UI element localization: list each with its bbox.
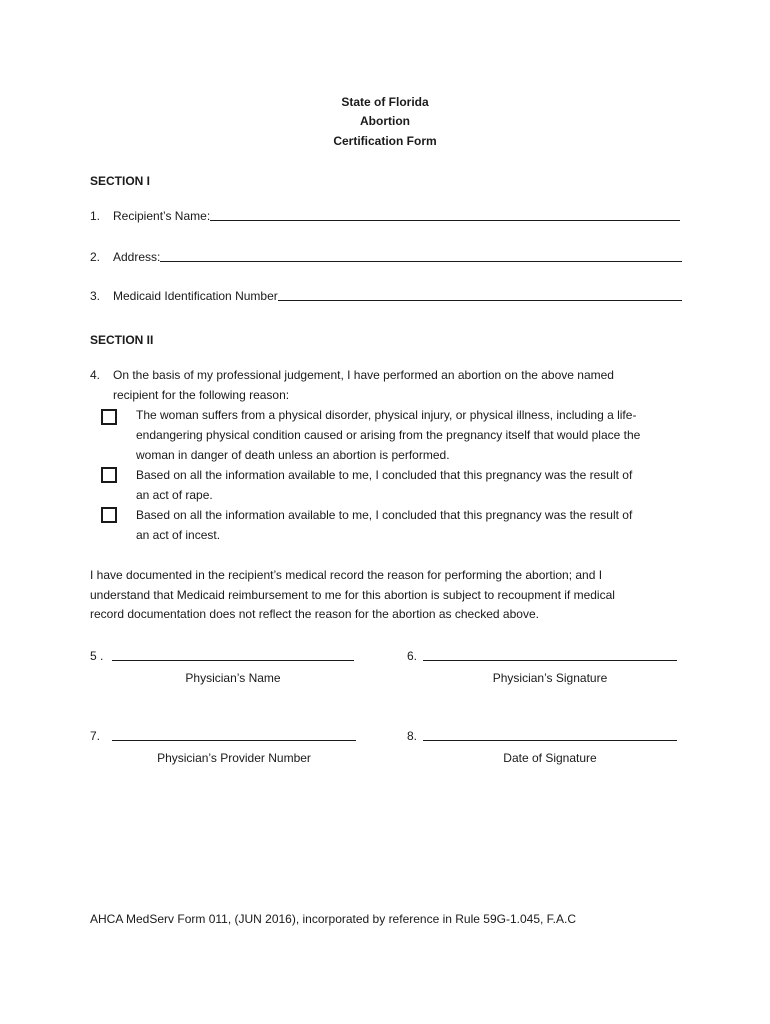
recipient-name-field[interactable] [90, 208, 680, 223]
form-footer: AHCA MedServ Form 011, (JUN 2016), incorporated by reference in Rule 59G-1.045, F.A.C [90, 912, 576, 926]
physician-signature-field[interactable] [407, 648, 677, 685]
question-number: 4. [90, 368, 101, 382]
physical-condition-checkbox[interactable] [101, 409, 117, 425]
option-rape-line-1: Based on all the information available to me, I concluded that this pregnancy was the result of [136, 468, 633, 482]
option-physical-line-3: woman in danger of death unless an abortion is performed. [136, 448, 450, 462]
option-rape-line-2: an act of rape. [136, 488, 213, 502]
physician-name-caption: Physician’s Name [185, 671, 281, 685]
field-number: 5 . [90, 649, 104, 663]
option-incest-line-2: an act of incest. [136, 528, 221, 542]
provider-number-field[interactable] [90, 728, 356, 765]
physician-signature-caption: Physician’s Signature [492, 671, 608, 685]
statement-line-2: understand that Medicaid reimbursement to me for this abortion is subject to recoupment if medical [90, 588, 615, 602]
question-text-line-1: On the basis of my professional judgement, I have performed an abortion on the above named [113, 368, 614, 382]
field-number: 3. [90, 289, 101, 303]
question-text-line-2: recipient for the following reason: [113, 388, 290, 402]
option-physical-line-2: endangering physical condition caused or arising from the pregnancy itself that would place the [136, 428, 641, 442]
medicaid-id-label: Medicaid Identification Number [113, 289, 278, 303]
recipient-name-label: Recipient’s Name: [113, 209, 211, 223]
statement-line-1: I have documented in the recipient’s medical record the reason for performing the abortion; and I [90, 568, 603, 582]
address-input[interactable] [160, 249, 682, 262]
provider-number-caption: Physician’s Provider Number [157, 751, 311, 765]
signature-date-field[interactable] [407, 728, 677, 765]
form-title-name: Certification Form [333, 134, 437, 148]
option-incest-line-1: Based on all the information available to me, I concluded that this pregnancy was the result of [136, 508, 633, 522]
physician-signature-input[interactable] [423, 648, 677, 661]
medicaid-id-field[interactable] [90, 288, 682, 303]
physician-name-input[interactable] [112, 648, 354, 661]
physician-name-field[interactable] [90, 648, 354, 685]
signature-date-input[interactable] [423, 728, 677, 741]
statement-line-3: record documentation does not reflect the reason for the abortion as checked above. [90, 607, 539, 621]
form-title-state: State of Florida [341, 95, 429, 109]
signature-date-caption: Date of Signature [503, 751, 597, 765]
address-field[interactable] [90, 249, 682, 264]
option-physical-line-1: The woman suffers from a physical disorder, physical injury, or physical illness, including a life- [136, 408, 637, 422]
section-1-heading: SECTION I [90, 174, 151, 188]
section-2-heading: SECTION II [90, 333, 154, 347]
field-number: 2. [90, 250, 101, 264]
address-label: Address: [113, 250, 161, 264]
field-number: 6. [407, 649, 418, 663]
field-number: 1. [90, 209, 101, 223]
incest-checkbox[interactable] [101, 507, 117, 523]
form-title-subject: Abortion [360, 114, 410, 128]
medicaid-id-input[interactable] [278, 288, 682, 301]
field-number: 7. [90, 729, 101, 743]
provider-number-input[interactable] [112, 728, 356, 741]
field-number: 8. [407, 729, 418, 743]
recipient-name-input[interactable] [210, 208, 680, 221]
rape-checkbox[interactable] [101, 467, 117, 483]
